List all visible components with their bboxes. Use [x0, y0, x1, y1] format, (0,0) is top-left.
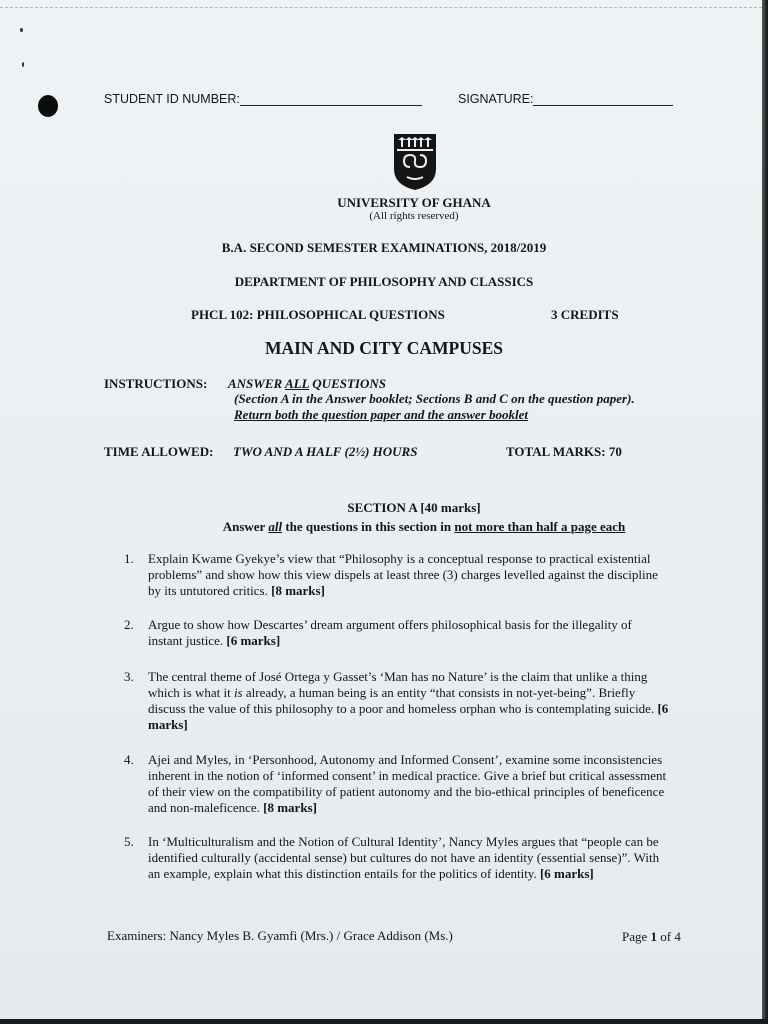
signature-field	[458, 92, 673, 106]
question-text	[148, 617, 669, 649]
question-3	[124, 669, 669, 733]
section-a-title: SECTION A [40 marks]	[347, 500, 481, 515]
question-number: 1.	[124, 551, 134, 566]
exam-title: B.A. SECOND SEMESTER EXAMINATIONS, 2018/2019	[221, 240, 547, 255]
time-allowed-label: TIME ALLOWED:	[104, 444, 214, 459]
question-text	[148, 834, 669, 882]
question-marks: [6 marks]	[539, 866, 594, 881]
question-body: Ajei and Myles, in ‘Personhood, Autonomy and Informed Consent’, examine some inconsistencies inherent in the notion of ‘informed consent’ in medical practice. Give a brief but critical assessment of their view on the compatibility of patient autonomy and the bio-ethical principles of beneficence and non-maleficence.	[148, 752, 667, 815]
question-marks: [6 marks]	[226, 633, 281, 648]
page-current: 1	[650, 929, 658, 944]
question-2	[124, 617, 669, 649]
total-marks: TOTAL MARKS: 70	[506, 444, 622, 459]
course-title: PHCL 102: PHILOSOPHICAL QUESTIONS	[191, 307, 445, 322]
department-title: DEPARTMENT OF PHILOSOPHY AND CLASSICS	[234, 274, 534, 289]
question-5	[124, 834, 669, 882]
question-text	[148, 669, 669, 733]
section-a-instructions	[40, 519, 768, 535]
punch-hole	[38, 95, 58, 117]
question-text	[148, 551, 669, 599]
question-body-a: The central theme of José Ortega y Gasset’s ‘Man has no Nature’ is the claim that unlike a thing which is what it	[148, 669, 648, 700]
question-number: 2.	[124, 617, 134, 632]
examiners-line: Examiners: Nancy Myles B. Gyamfi (Mrs.) / Grace Addison (Ms.)	[107, 928, 453, 943]
scan-speck	[22, 62, 24, 67]
instructions-label: INSTRUCTIONS:	[104, 376, 208, 391]
instructions-note-part2: Return both the question paper and the answer booklet	[234, 407, 528, 422]
question-body: Argue to show how Descartes’ dream argument offers philosophical basis for the illegality of instant justice.	[148, 617, 632, 648]
page-number	[622, 929, 681, 945]
time-allowed-value: TWO AND A HALF (2½) HOURS	[233, 444, 418, 459]
question-number: 4.	[124, 752, 134, 767]
instructions-note	[234, 391, 664, 423]
scan-bottom-edge	[0, 1019, 768, 1024]
scan-speck	[20, 28, 23, 32]
section-a-sub-all: all	[268, 519, 283, 534]
instructions-note-part1: (Section A in the Answer booklet; Sections B and C on the question paper).	[234, 391, 635, 406]
course-credits: 3 CREDITS	[551, 307, 619, 322]
signature-label: SIGNATURE:	[458, 92, 534, 106]
instructions-main-all: ALL	[284, 376, 310, 391]
instructions-main	[228, 376, 386, 392]
section-a-sub-mid: the questions in this section in	[282, 519, 455, 534]
instructions-main-suffix: QUESTIONS	[309, 376, 386, 391]
student-id-blank	[240, 93, 422, 106]
signature-blank	[533, 93, 673, 106]
section-a-sub-underlined: not more than half a page each	[454, 519, 626, 534]
question-number: 5.	[124, 834, 134, 849]
question-body: Explain Kwame Gyekye’s view that “Philosophy is a conceptual response to practical existential problems” and show how this view dispels at least three (3) charges levelled against the discipline by its untutored critics.	[148, 551, 658, 598]
page-suffix: of 4	[657, 929, 681, 944]
question-marks: [8 marks]	[263, 800, 317, 815]
question-marks: [6 marks]	[148, 701, 669, 732]
university-crest-icon	[392, 133, 438, 191]
question-4	[124, 752, 669, 816]
question-body-b: already, a human being is an entity “that consists in not-yet-being”. Briefly discuss the value of this philosophy to a poor and homeless orphan who is contemplating suicide.	[148, 685, 658, 716]
rights-reserved: (All rights reserved)	[369, 210, 459, 222]
section-a-sub-prefix: Answer	[222, 519, 269, 534]
campuses-title: MAIN AND CITY CAMPUSES	[264, 338, 504, 358]
question-text	[148, 752, 669, 816]
question-marks: [8 marks]	[271, 583, 325, 598]
question-body-is: is	[233, 685, 243, 700]
question-1	[124, 551, 669, 599]
page-prefix: Page	[622, 929, 651, 944]
question-number: 3.	[124, 669, 134, 684]
student-id-label: STUDENT ID NUMBER:	[104, 92, 240, 106]
university-name: UNIVERSITY OF GHANA	[337, 195, 491, 210]
instructions-main-prefix: ANSWER	[228, 376, 285, 391]
question-body: In ‘Multiculturalism and the Notion of Cultural Identity’, Nancy Myles argues that “people can be identified culturally (accidental sense) but cultures do not have an identity (essential sense)”. With an example, explain what this distinction entails for the politics of identity.	[148, 834, 660, 881]
scan-top-line	[0, 7, 762, 9]
student-id-field	[104, 92, 422, 106]
